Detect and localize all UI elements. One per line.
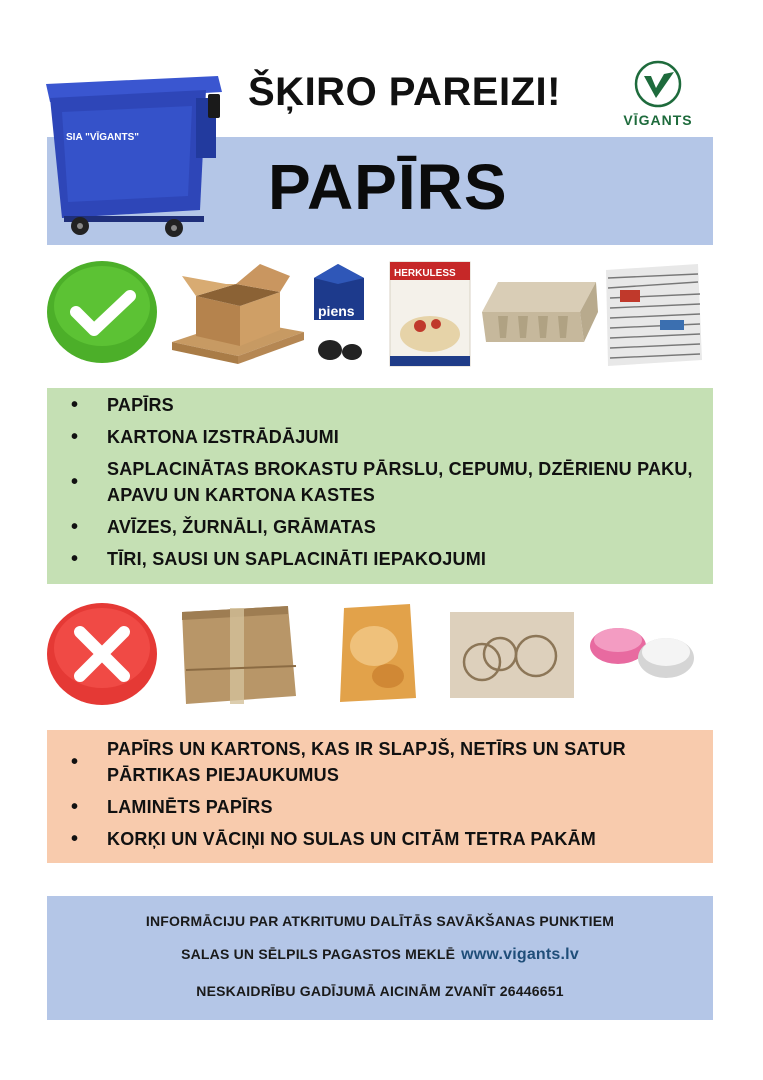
- footer-line-3: NESKAIDRĪBU GADĪJUMĀ AICINĀM ZVANĪT 26446651: [196, 983, 564, 999]
- cardboard-boxes-image: [168, 260, 308, 370]
- footer-line-1: INFORMĀCIJU PAR ATKRITUMU DALĪTĀS SAVĀKŠANAS PUNKTIEM: [145, 913, 615, 929]
- accepted-list: [47, 392, 713, 572]
- list-item: • PAPĪRS: [47, 392, 713, 418]
- list-item: • KORĶI UN VĀCIŅI NO SULAS UN CITĀM TETRA PAKĀM: [47, 826, 713, 852]
- rejected-list-band: [47, 730, 713, 863]
- page-heading: ŠĶIRO PAREIZI!: [248, 70, 561, 114]
- logo-text: VĪGANTS: [623, 112, 693, 128]
- list-item: • SAPLACINĀTAS BROKASTU PĀRSLU, CEPUMU, DZĒRIENU PAKU, APAVU UN KARTONA KASTES: [47, 456, 713, 508]
- stained-cardboard-image: [448, 610, 576, 700]
- greasy-paper-image: [336, 602, 420, 706]
- newspapers-image: [600, 260, 706, 370]
- footer-line-2-text: SALAS UN SĒLPILS PAGASTOS MEKLĒ: [181, 946, 456, 962]
- cereal-box-image: [388, 260, 472, 368]
- check-icon: [46, 260, 158, 364]
- list-item: • TĪRI, SAUSI UN SAPLACINĀTI IEPAKOJUMI: [47, 546, 713, 572]
- taped-box-image: [176, 600, 302, 708]
- egg-carton-image: [478, 272, 600, 352]
- list-item: • PAPĪRS UN KARTONS, KAS IR SLAPJŠ, NETĪRS UN SATUR PĀRTIKAS PIEJAUKUMUS: [47, 736, 713, 788]
- website-link[interactable]: www.vigants.lv: [461, 946, 579, 963]
- rejected-list: [47, 736, 713, 852]
- list-item: • AVĪZES, ŽURNĀLI, GRĀMATAS: [47, 514, 713, 540]
- bottle-caps-image: [586, 622, 698, 686]
- bin-label: SIA "VĪGANTS": [66, 132, 140, 143]
- cereal-label: HERKULESS: [394, 268, 456, 279]
- cross-icon: [46, 602, 158, 706]
- milk-carton-image: [308, 260, 370, 372]
- list-item: • KARTONA IZSTRĀDĀJUMI: [47, 424, 713, 450]
- blue-bin-image: [36, 68, 226, 238]
- accepted-list-band: [47, 388, 713, 584]
- page-title: PAPĪRS: [268, 151, 508, 223]
- milk-label: piens: [318, 303, 355, 319]
- footer-line-2: [47, 946, 713, 964]
- list-item: • LAMINĒTS PAPĪRS: [47, 794, 713, 820]
